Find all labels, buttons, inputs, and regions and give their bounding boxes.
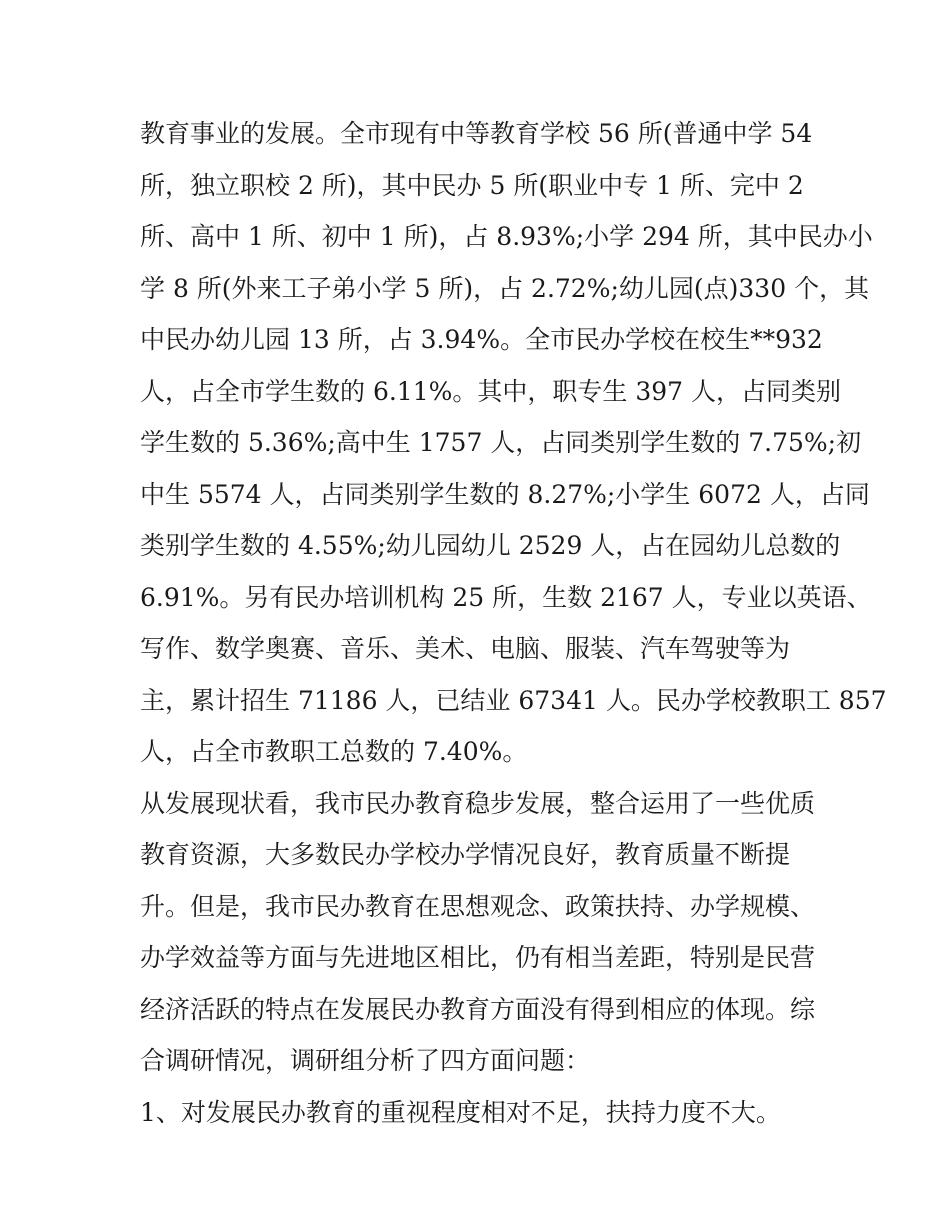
text-line: 1、对发展民办教育的重视程度相对不足，扶持力度不大。 <box>140 1097 781 1127</box>
document-body <box>140 108 887 1138</box>
text-line: 6.91%。另有民办培训机构 25 所，生数 2167 人，专业以英语、 <box>140 582 872 612</box>
text-line: 教育事业的发展。全市现有中等教育学校 56 所(普通中学 54 <box>140 119 813 148</box>
text-line: 教育资源，大多数民办学校办学情况良好，教育质量不断提 <box>140 840 791 869</box>
text-line: 类别学生数的 4.55%;幼儿园幼儿 2529 人，占在园幼儿总数的 <box>140 531 841 560</box>
text-line: 中生 5574 人，占同类别学生数的 8.27%;小学生 6072 人，占同 <box>140 479 870 509</box>
text-line: 主，累计招生 71186 人，已结业 67341 人。民办学校教职工 857 <box>140 685 887 715</box>
text-line: 所、高中 1 所、初中 1 所)，占 8.93%;小学 294 所，其中民办小 <box>140 222 873 251</box>
text-line: 合调研情况，调研组分析了四方面问题： <box>140 1046 591 1075</box>
text-line: 从发展现状看，我市民办教育稳步发展，整合运用了一些优质 <box>140 788 816 818</box>
text-line: 学生数的 5.36%;高中生 1757 人，占同类别学生数的 7.75%;初 <box>140 428 862 457</box>
text-line: 经济活跃的特点在发展民办教育方面没有得到相应的体现。综 <box>140 994 816 1024</box>
text-line: 所，独立职校 2 所)，其中民办 5 所(职业中专 1 所、完中 2 <box>140 170 804 200</box>
text-line: 写作、数学奥赛、音乐、美术、电脑、服装、汽车驾驶等为 <box>140 634 791 663</box>
text-line: 人，占全市教职工总数的 7.40%。 <box>140 737 528 766</box>
text-line: 办学效益等方面与先进地区相比，仍有相当差距，特别是民营 <box>140 943 816 972</box>
text-line: 人，占全市学生数的 6.11%。其中，职专生 397 人，占同类别 <box>140 376 841 406</box>
text-line: 学 8 所(外来工子弟小学 5 所)，占 2.72%;幼儿园(点)330 个，其 <box>140 273 870 303</box>
text-line: 中民办幼儿园 13 所，占 3.94%。全市民办学校在校生**932 <box>140 325 823 354</box>
text-line: 升。但是，我市民办教育在思想观念、政策扶持、办学规模、 <box>140 891 816 921</box>
